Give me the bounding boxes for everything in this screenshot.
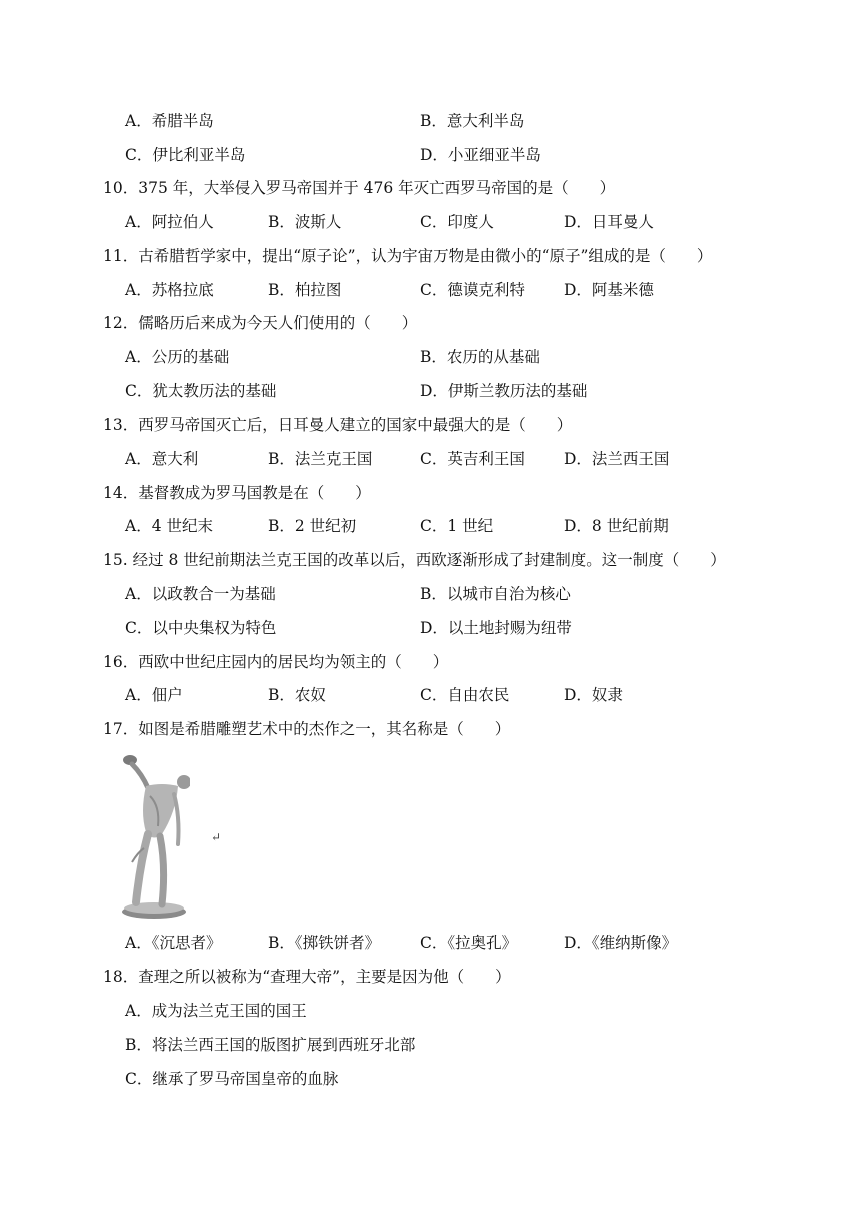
q9-option-a: A．希腊半岛: [125, 112, 214, 130]
q10-stem: 10．375 年，大举侵入罗马帝国并于 476 年灭亡西罗马帝国的是（ ）: [103, 179, 616, 197]
q17-option-d: D．《维纳斯像》: [564, 934, 678, 952]
q11-option-a: A．苏格拉底: [125, 281, 214, 299]
q17-option-c: C．《拉奥孔》: [420, 934, 518, 952]
q18-option-a: A．成为法兰克王国的国王: [125, 1002, 307, 1020]
q15-option-a: A．以政教合一为基础: [125, 585, 276, 603]
q14-option-b: B．2 世纪初: [268, 517, 357, 535]
paragraph-return-mark: ↵: [211, 830, 222, 844]
q15-option-c: C．以中央集权为特色: [125, 619, 277, 637]
q14-option-c: C．1 世纪: [420, 517, 494, 535]
q11-option-d: D．阿基米德: [564, 281, 654, 299]
q10-option-b: B．波斯人: [268, 213, 342, 231]
q16-option-b: B．农奴: [268, 686, 326, 704]
q11-option-b: B．柏拉图: [268, 281, 342, 299]
q17-option-a: A．《沉思者》: [125, 934, 222, 952]
q10-option-c: C．印度人: [420, 213, 494, 231]
q9-option-b: B．意大利半岛: [420, 112, 525, 130]
q15-option-d: D．以土地封赐为纽带: [420, 619, 572, 637]
q17-stem: 17．如图是希腊雕塑艺术中的杰作之一，其名称是（ ）: [103, 720, 511, 738]
q13-option-b: B．法兰克王国: [268, 450, 373, 468]
q13-option-c: C．英吉利王国: [420, 450, 525, 468]
q18-option-c: C．继承了罗马帝国皇帝的血脉: [125, 1070, 339, 1088]
q16-option-c: C．自由农民: [420, 686, 510, 704]
q14-stem: 14．基督教成为罗马国教是在（ ）: [103, 484, 371, 502]
q13-option-a: A．意大利: [125, 450, 199, 468]
q14-option-a: A．4 世纪末: [125, 517, 213, 535]
q12-option-b: B．农历的从基础: [420, 348, 540, 366]
q13-option-d: D．法兰西王国: [564, 450, 670, 468]
discus-thrower-statue-image: [118, 752, 190, 922]
q12-option-d: D．伊斯兰教历法的基础: [420, 382, 588, 400]
q16-stem: 16．西欧中世纪庄园内的居民均为领主的（ ）: [103, 653, 449, 671]
q10-option-a: A．阿拉伯人: [125, 213, 214, 231]
q16-option-a: A．佃户: [125, 686, 183, 704]
q9-option-c: C．伊比利亚半岛: [125, 146, 246, 164]
q11-option-c: C．德谟克利特: [420, 281, 525, 299]
q18-option-b: B．将法兰西王国的版图扩展到西班牙北部: [125, 1036, 416, 1054]
q11-stem: 11．古希腊哲学家中，提出“原子论”，认为宇宙万物是由微小的“原子”组成的是（ ）: [103, 247, 713, 265]
q13-stem: 13．西罗马帝国灭亡后，日耳曼人建立的国家中最强大的是（ ）: [103, 416, 573, 434]
q17-option-b: B．《掷铁饼者》: [268, 934, 381, 952]
q14-option-d: D．8 世纪前期: [564, 517, 669, 535]
q12-option-a: A．公历的基础: [125, 348, 230, 366]
q15-option-b: B．以城市自治为核心: [420, 585, 571, 603]
q12-option-c: C．犹太教历法的基础: [125, 382, 277, 400]
q18-stem: 18．查理之所以被称为“查理大帝”，主要是因为他（ ）: [103, 968, 511, 986]
q9-option-d: D．小亚细亚半岛: [420, 146, 541, 164]
q16-option-d: D．奴隶: [564, 686, 623, 704]
q12-stem: 12．儒略历后来成为今天人们使用的（ ）: [103, 314, 418, 332]
q10-option-d: D．日耳曼人: [564, 213, 654, 231]
q15-stem: 15. 经过 8 世纪前期法兰克王国的改革以后，西欧逐渐形成了封建制度。这一制度（ ）: [103, 551, 726, 569]
